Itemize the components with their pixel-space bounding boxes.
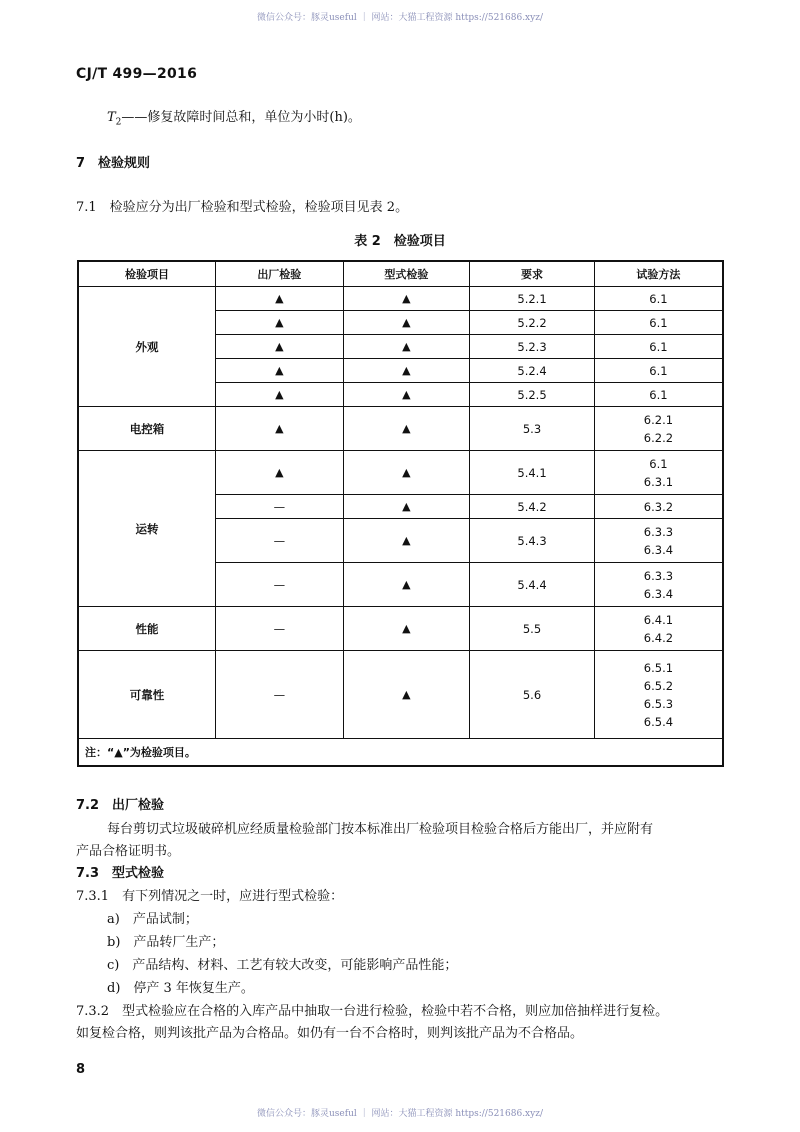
factory-cell: — <box>216 495 344 519</box>
list-item-a: a) 产品试制； <box>107 912 198 927</box>
table-title: 表 2 检验项目 <box>354 234 446 249</box>
inspection-table <box>77 260 724 767</box>
clause-7-2-text-2: 产品合格证明书。 <box>76 844 181 859</box>
method-cell: 6.1 <box>594 335 723 359</box>
method-cell: 6.4.1 6.4.2 <box>594 607 723 651</box>
requirement-cell: 5.2.5 <box>470 383 595 407</box>
method-cell: 6.3.3 6.3.4 <box>594 563 723 607</box>
watermark-bottom: 微信公众号：豚灵useful ｜ 网站：大猫工程资源 https://521686.xyz/ <box>257 1109 543 1119</box>
table-note-row <box>78 739 723 767</box>
requirement-cell: 5.2.4 <box>470 359 595 383</box>
type-cell: ▲ <box>343 335 470 359</box>
type-cell: ▲ <box>343 407 470 451</box>
requirement-cell: 5.4.2 <box>470 495 595 519</box>
clause-7-3-1: 7.3.1 有下列情况之一时，应进行型式检验： <box>76 889 344 904</box>
type-cell: ▲ <box>343 495 470 519</box>
factory-cell: ▲ <box>216 335 344 359</box>
method-cell: 6.5.1 6.5.2 6.5.3 6.5.4 <box>594 651 723 739</box>
table-row <box>78 451 723 495</box>
method-cell: 6.1 <box>594 287 723 311</box>
table-row <box>78 607 723 651</box>
requirement-cell: 5.4.4 <box>470 563 595 607</box>
t2-definition: $T_2——$修复故障时间总和，单位为小时(h)。 <box>107 110 361 128</box>
clause-7-3-2-text-2: 如复检合格，则判该批产品为合格品。如仍有一台不合格时，则判该批产品为不合格品。 <box>76 1026 584 1041</box>
watermark-top: 微信公众号：豚灵useful ｜ 网站：大猫工程资源 https://521686.xyz/ <box>257 13 543 23</box>
header-type: 型式检验 <box>343 261 470 287</box>
type-cell: ▲ <box>343 563 470 607</box>
requirement-cell: 5.4.3 <box>470 519 595 563</box>
header-requirement: 要求 <box>470 261 595 287</box>
table-row <box>78 287 723 311</box>
t2-symbol: $T_2$ <box>107 110 122 128</box>
clause-7-3-2-text-1: 7.3.2 型式检验应在合格的入库产品中抽取一台进行检验，检验中若不合格，则应加倍抽样进行复检。 <box>76 1004 669 1019</box>
item-control-box: 电控箱 <box>78 407 216 451</box>
type-cell: ▲ <box>343 451 470 495</box>
factory-cell: ▲ <box>216 451 344 495</box>
header-factory: 出厂检验 <box>216 261 344 287</box>
list-item-b: b) 产品转厂生产； <box>107 935 225 950</box>
list-item-d: d) 停产 3 年恢复生产。 <box>107 981 254 996</box>
table-row <box>78 407 723 451</box>
type-cell: ▲ <box>343 519 470 563</box>
clause-7-1: 7.1 检验应分为出厂检验和型式检验，检验项目见表 2。 <box>76 200 409 215</box>
requirement-cell: 5.3 <box>470 407 595 451</box>
requirement-cell: 5.2.3 <box>470 335 595 359</box>
list-item-c: c) 产品结构、材料、工艺有较大改变，可能影响产品性能； <box>107 958 458 973</box>
item-appearance: 外观 <box>78 287 216 407</box>
requirement-cell: 5.2.1 <box>470 287 595 311</box>
factory-cell: ▲ <box>216 311 344 335</box>
factory-cell: — <box>216 563 344 607</box>
factory-cell: — <box>216 519 344 563</box>
type-cell: ▲ <box>343 651 470 739</box>
requirement-cell: 5.5 <box>470 607 595 651</box>
clause-7-2-text-1: 每台剪切式垃圾破碎机应经质量检验部门按本标准出厂检验项目检验合格后方能出厂，并应附有 <box>107 822 654 837</box>
factory-cell: ▲ <box>216 383 344 407</box>
method-cell: 6.3.2 <box>594 495 723 519</box>
type-cell: ▲ <box>343 383 470 407</box>
requirement-cell: 5.2.2 <box>470 311 595 335</box>
clause-7-3-heading: 7.3 型式检验 <box>76 866 165 881</box>
header-item: 检验项目 <box>78 261 216 287</box>
standard-code: CJ/T 499—2016 <box>76 66 198 82</box>
section-7-heading: 7 检验规则 <box>76 156 151 171</box>
item-performance: 性能 <box>78 607 216 651</box>
factory-cell: ▲ <box>216 407 344 451</box>
factory-cell: ▲ <box>216 287 344 311</box>
type-cell: ▲ <box>343 607 470 651</box>
method-cell: 6.3.3 6.3.4 <box>594 519 723 563</box>
clause-7-2-heading: 7.2 出厂检验 <box>76 798 165 813</box>
method-cell: 6.2.1 6.2.2 <box>594 407 723 451</box>
method-cell: 6.1 <box>594 383 723 407</box>
type-cell: ▲ <box>343 359 470 383</box>
method-cell: 6.1 <box>594 359 723 383</box>
method-cell: 6.1 <box>594 311 723 335</box>
table-row <box>78 651 723 739</box>
factory-cell: ▲ <box>216 359 344 383</box>
page-number: 8 <box>76 1062 86 1077</box>
method-cell: 6.1 6.3.1 <box>594 451 723 495</box>
item-operation: 运转 <box>78 451 216 607</box>
requirement-cell: 5.6 <box>470 651 595 739</box>
table-note: 注：“▲”为检验项目。 <box>78 739 723 767</box>
factory-cell: — <box>216 607 344 651</box>
header-method: 试验方法 <box>594 261 723 287</box>
factory-cell: — <box>216 651 344 739</box>
item-reliability: 可靠性 <box>78 651 216 739</box>
requirement-cell: 5.4.1 <box>470 451 595 495</box>
type-cell: ▲ <box>343 287 470 311</box>
type-cell: ▲ <box>343 311 470 335</box>
